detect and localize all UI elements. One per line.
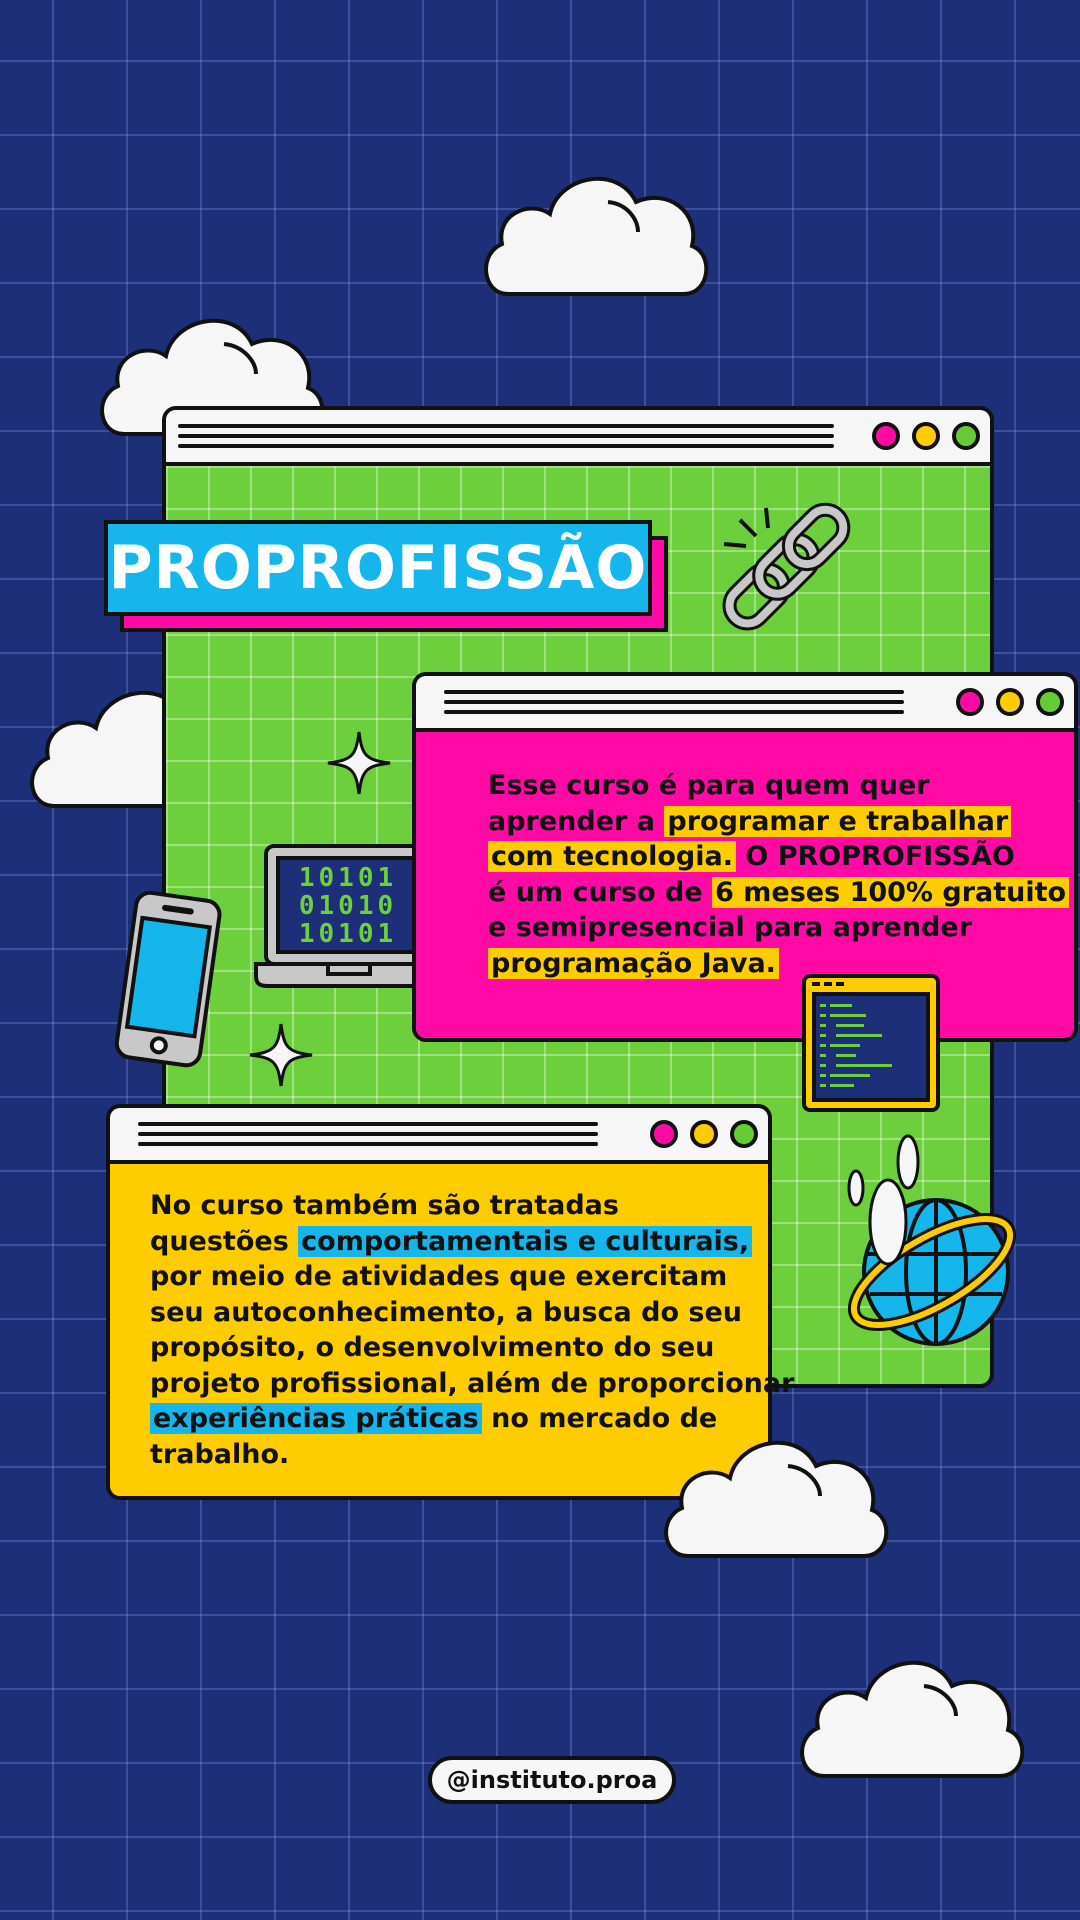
binary-line: 10101	[298, 863, 398, 893]
window-dot-pink	[956, 688, 984, 716]
window-dot-yellow	[690, 1120, 718, 1148]
window-dot-pink	[872, 422, 900, 450]
text-line	[488, 839, 1069, 875]
sparkle-icon	[326, 730, 392, 796]
highlighted-text: experiências práticas	[150, 1403, 482, 1434]
text-segment: por meio de atividades que exercitam	[150, 1261, 728, 1292]
highlighted-text: 6 meses 100% gratuito	[712, 877, 1069, 908]
window-dot-yellow	[912, 422, 940, 450]
window-dot-pink	[650, 1120, 678, 1148]
text-segment: e semipresencial para aprender	[488, 912, 973, 943]
text-segment: no mercado de	[481, 1403, 718, 1434]
text-segment: No curso também são tratadas	[150, 1190, 619, 1221]
page-title: PROPROFISSÃO	[108, 533, 648, 603]
cloud-icon	[658, 1430, 894, 1560]
window-controls	[650, 1120, 758, 1148]
text-line	[150, 1224, 794, 1260]
social-handle-badge[interactable]	[428, 1756, 676, 1804]
social-handle: @instituto.proa	[446, 1766, 658, 1794]
text-segment: é um curso de	[488, 876, 713, 908]
text-line	[488, 946, 1069, 982]
pink-card-text	[488, 768, 1069, 981]
window-dot-yellow	[996, 688, 1024, 716]
text-line	[488, 804, 1069, 840]
binary-line: 01010	[298, 891, 398, 921]
highlighted-text: com tecnologia.	[488, 841, 736, 872]
highlighted-text: programação Java.	[488, 948, 779, 979]
text-segment: Esse curso é para quem quer	[488, 770, 930, 801]
text-segment: O PROPROFISSÃO	[735, 841, 1015, 872]
text-line	[150, 1366, 794, 1402]
text-segment: projeto profissional, além de proporcionar	[150, 1367, 795, 1399]
smartphone-icon	[108, 890, 228, 1070]
text-segment: propósito, o desenvolvimento do seu	[150, 1332, 715, 1363]
text-line	[488, 875, 1069, 911]
text-segment: aprender a	[488, 805, 665, 837]
text-segment: trabalho.	[150, 1438, 290, 1470]
text-line	[150, 1259, 794, 1295]
highlighted-text: programar e trabalhar	[664, 806, 1011, 837]
text-segment: questões	[150, 1225, 299, 1257]
globe-icon	[844, 1130, 1016, 1356]
text-segment: seu autoconhecimento, a busca do seu	[150, 1296, 742, 1328]
sparkle-icon	[248, 1022, 314, 1088]
window-dot-green	[1036, 688, 1064, 716]
title-box	[104, 520, 652, 616]
text-line	[488, 768, 1069, 804]
window-controls	[956, 688, 1064, 716]
text-line	[150, 1330, 794, 1366]
window-title-bar	[166, 410, 990, 466]
highlighted-text: comportamentais e culturais,	[298, 1226, 752, 1257]
text-line	[150, 1188, 794, 1224]
cloud-icon	[478, 166, 714, 298]
text-line	[488, 910, 1069, 946]
cloud-icon	[794, 1650, 1030, 1780]
text-line	[150, 1295, 794, 1331]
window-dot-green	[730, 1120, 758, 1148]
window-dot-green	[952, 422, 980, 450]
code-window-icon	[802, 974, 940, 1112]
window-title-bar	[110, 1108, 768, 1164]
window-controls	[872, 422, 980, 450]
binary-line: 10101	[298, 919, 398, 949]
chain-link-icon	[700, 488, 870, 648]
window-title-bar	[416, 676, 1074, 732]
